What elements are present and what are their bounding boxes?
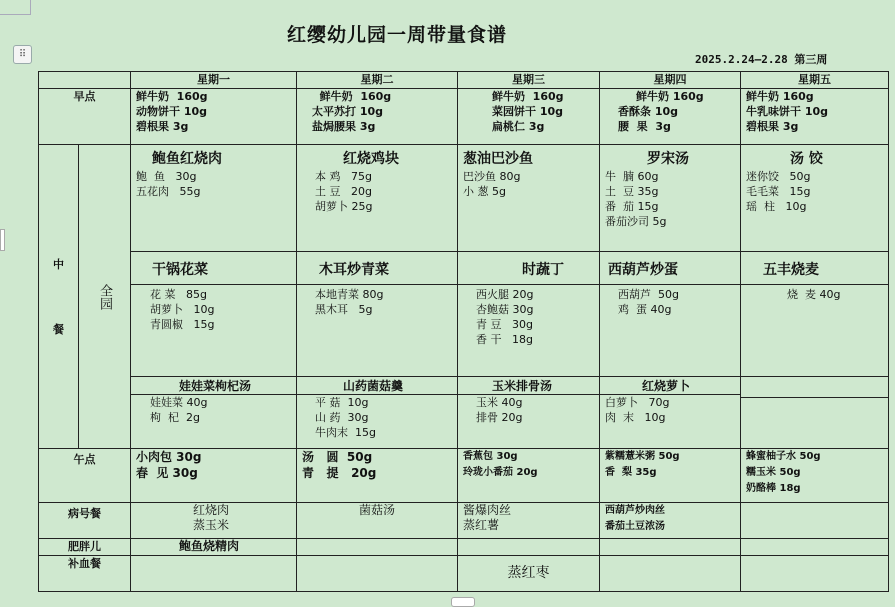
menu-cell xyxy=(297,252,458,377)
dish-name: 葱油巴沙鱼 xyxy=(463,151,533,167)
menu-cell xyxy=(297,556,458,592)
food-item: 青 提 20g xyxy=(302,466,377,480)
food-item: 本 鸡 75g xyxy=(315,170,372,183)
food-item: 动物饼干 10g xyxy=(136,105,208,118)
food-item: 瑶 柱 10g xyxy=(746,200,807,213)
food-item: 毛毛菜 15g xyxy=(746,185,811,198)
food-item: 菜园饼干 10g xyxy=(492,105,564,118)
food-item: 紫糯薏米粥 50g xyxy=(605,451,680,462)
food-item: 西葫芦 50g xyxy=(618,288,679,301)
menu-cell xyxy=(131,556,297,592)
obese-row xyxy=(39,539,889,556)
food-item: 太平苏打 10g xyxy=(312,105,384,118)
lunch-row xyxy=(39,377,889,449)
menu-cell xyxy=(741,252,889,377)
food-item: 玉米 40g xyxy=(476,396,523,409)
dish-name: 五丰烧麦 xyxy=(741,252,888,285)
menu-cell xyxy=(741,503,889,539)
food-item: 胡萝卜 25g xyxy=(315,200,373,213)
food-item: 蒸玉米 xyxy=(193,518,230,532)
food-item: 土 豆 35g xyxy=(605,185,659,198)
food-item: 小肉包 30g xyxy=(136,450,202,464)
food-item: 枸 杞 2g xyxy=(150,411,200,424)
menu-table xyxy=(38,71,889,592)
menu-cell xyxy=(741,377,889,449)
food-item: 鲜牛奶 160g xyxy=(636,90,704,103)
dish-name: 红烧鸡块 xyxy=(343,151,399,167)
food-item: 番 茄 15g xyxy=(605,200,659,213)
food-item: 胡萝卜 10g xyxy=(150,303,215,316)
food-item: 蒸红薯 xyxy=(463,518,500,532)
menu-cell xyxy=(131,145,297,252)
food-item: 鲜牛奶 160g xyxy=(136,90,208,103)
food-item: 肉 末 10g xyxy=(605,411,666,424)
food-item: 西火腿 20g xyxy=(476,288,534,301)
menu-cell xyxy=(600,252,741,377)
menu-cell xyxy=(297,539,458,556)
menu-cell xyxy=(297,145,458,252)
day-header: 星期三 xyxy=(458,72,600,89)
page-corner-marker xyxy=(0,0,31,15)
day-header: 星期五 xyxy=(741,72,889,89)
food-item: 鲜牛奶 160g xyxy=(746,90,814,103)
food-item: 巴沙鱼 80g xyxy=(463,170,521,183)
page-title: 红缨幼儿园一周带量食谱 xyxy=(287,24,508,46)
food-item: 青圆椒 15g xyxy=(150,318,215,331)
breakfast-row xyxy=(39,89,889,145)
menu-cell xyxy=(297,449,458,503)
menu-cell xyxy=(741,449,889,503)
food-item: 香 梨 35g xyxy=(605,467,657,478)
food-item: 山 药 30g xyxy=(315,411,369,424)
food-item: 花 菜 85g xyxy=(150,288,207,301)
table-move-handle-icon[interactable]: ⠿ xyxy=(13,45,32,64)
food-item: 本地青菜 80g xyxy=(315,288,384,301)
food-item: 鲍 鱼 30g xyxy=(136,170,197,183)
row-label: 病号餐 xyxy=(39,503,131,539)
food-item: 碧根果 3g xyxy=(136,120,189,133)
food-item: 菌菇汤 xyxy=(358,503,395,517)
menu-cell xyxy=(458,503,600,539)
food-item: 牛肉末 15g xyxy=(315,426,376,439)
food-item: 牛乳味饼干 10g xyxy=(746,105,829,118)
dish-name xyxy=(741,377,888,398)
date-range: 2025.2.24—2.28 第三周 xyxy=(695,53,828,66)
food-item: 蜂蜜柚子水 50g xyxy=(746,451,821,462)
dish-name: 红烧萝卜 xyxy=(600,377,740,395)
dish-name: 鲍鱼红烧肉 xyxy=(152,151,222,167)
menu-cell xyxy=(600,503,741,539)
row-label: 补血餐 xyxy=(39,556,131,592)
dish-name: 山药菌菇羹 xyxy=(297,377,457,395)
menu-cell xyxy=(131,89,297,145)
menu-cell xyxy=(458,145,600,252)
sick-meal-row xyxy=(39,503,889,539)
food-item: 红烧肉 xyxy=(193,503,230,517)
dish-name: 汤 饺 xyxy=(790,151,823,167)
menu-cell xyxy=(458,449,600,503)
dish-name: 罗宋汤 xyxy=(647,151,689,167)
menu-cell xyxy=(600,449,741,503)
header-row xyxy=(39,72,889,89)
food-item: 香 干 18g xyxy=(476,333,533,346)
menu-cell xyxy=(297,89,458,145)
menu-cell xyxy=(600,556,741,592)
food-item: 杏鲍菇 30g xyxy=(476,303,534,316)
food-item: 鸡 蛋 40g xyxy=(618,303,672,316)
food-item: 腰 果 3g xyxy=(618,120,671,133)
menu-cell xyxy=(600,539,741,556)
dish-name: 玉米排骨汤 xyxy=(458,377,599,395)
food-item: 土 豆 20g xyxy=(315,185,372,198)
menu-cell xyxy=(297,503,458,539)
food-item: 番茄土豆浓汤 xyxy=(605,521,665,532)
dish-name: 干锅花菜 xyxy=(131,252,296,285)
menu-cell xyxy=(131,449,297,503)
side-resize-handle[interactable] xyxy=(0,229,5,251)
row-label: 肥胖儿 xyxy=(39,539,131,556)
dish-name: 西葫芦炒蛋 xyxy=(600,252,740,285)
snack-row xyxy=(39,449,889,503)
day-header: 星期一 xyxy=(131,72,297,89)
day-header: 星期四 xyxy=(600,72,741,89)
menu-cell xyxy=(741,89,889,145)
menu-cell xyxy=(297,377,458,449)
food-item: 番茄沙司 5g xyxy=(605,215,667,228)
food-item: 春 见 30g xyxy=(136,466,198,480)
food-item: 五花肉 55g xyxy=(136,185,201,198)
food-item: 平 菇 10g xyxy=(315,396,369,409)
dish-name: 木耳炒青菜 xyxy=(297,252,457,285)
menu-cell xyxy=(741,539,889,556)
row-label-lunch: 中 餐 xyxy=(39,145,79,449)
menu-cell xyxy=(600,89,741,145)
lunch-row xyxy=(39,252,889,377)
food-item: 酱爆肉丝 xyxy=(463,503,512,517)
menu-cell xyxy=(131,252,297,377)
whole-school-label: 全园 xyxy=(79,145,131,449)
bottom-resize-handle[interactable] xyxy=(451,597,475,607)
menu-cell xyxy=(458,377,600,449)
food-item: 白萝卜 70g xyxy=(605,396,670,409)
food-item: 烧 麦 40g xyxy=(787,288,841,301)
day-header: 星期二 xyxy=(297,72,458,89)
food-item: 小 葱 5g xyxy=(463,185,506,198)
menu-cell xyxy=(600,145,741,252)
food-item: 西葫芦炒肉丝 xyxy=(605,505,665,516)
food-item: 盐焗腰果 3g xyxy=(312,120,376,133)
food-item: 香蕉包 30g xyxy=(463,451,518,462)
food-item: 娃娃菜 40g xyxy=(150,396,208,409)
food-item: 排骨 20g xyxy=(476,411,523,424)
row-label: 早点 xyxy=(39,89,131,145)
food-item: 碧根果 3g xyxy=(746,120,799,133)
food-item: 糯玉米 50g xyxy=(746,467,801,478)
food-item: 扁桃仁 3g xyxy=(492,120,545,133)
food-item: 牛 腩 60g xyxy=(605,170,659,183)
lunch-row xyxy=(39,145,889,252)
menu-cell xyxy=(458,252,600,377)
menu-cell xyxy=(741,556,889,592)
menu-cell: 鲍鱼烧精肉 xyxy=(131,539,297,556)
menu-cell xyxy=(131,503,297,539)
corner-cell xyxy=(39,72,131,89)
food-item: 玲珑小番茄 20g xyxy=(463,467,538,478)
food-item: 青 豆 30g xyxy=(476,318,533,331)
food-item: 鲜牛奶 160g xyxy=(312,90,392,103)
food-item: 黑木耳 5g xyxy=(315,303,373,316)
menu-cell xyxy=(458,89,600,145)
menu-cell xyxy=(458,539,600,556)
anemia-row xyxy=(39,556,889,592)
food-item: 奶酪棒 18g xyxy=(746,483,801,494)
menu-cell xyxy=(741,145,889,252)
row-label: 午点 xyxy=(39,449,131,503)
menu-cell xyxy=(600,377,741,449)
menu-cell: 蒸红枣 xyxy=(458,556,600,592)
food-item: 香酥条 10g xyxy=(618,105,679,118)
food-item: 迷你饺 50g xyxy=(746,170,811,183)
food-item: 鲜牛奶 160g xyxy=(492,90,564,103)
menu-cell xyxy=(131,377,297,449)
food-item: 汤 圆 50g xyxy=(302,450,373,464)
dish-name: 时蔬丁 xyxy=(458,252,599,285)
dish-name: 娃娃菜枸杞汤 xyxy=(131,377,296,395)
